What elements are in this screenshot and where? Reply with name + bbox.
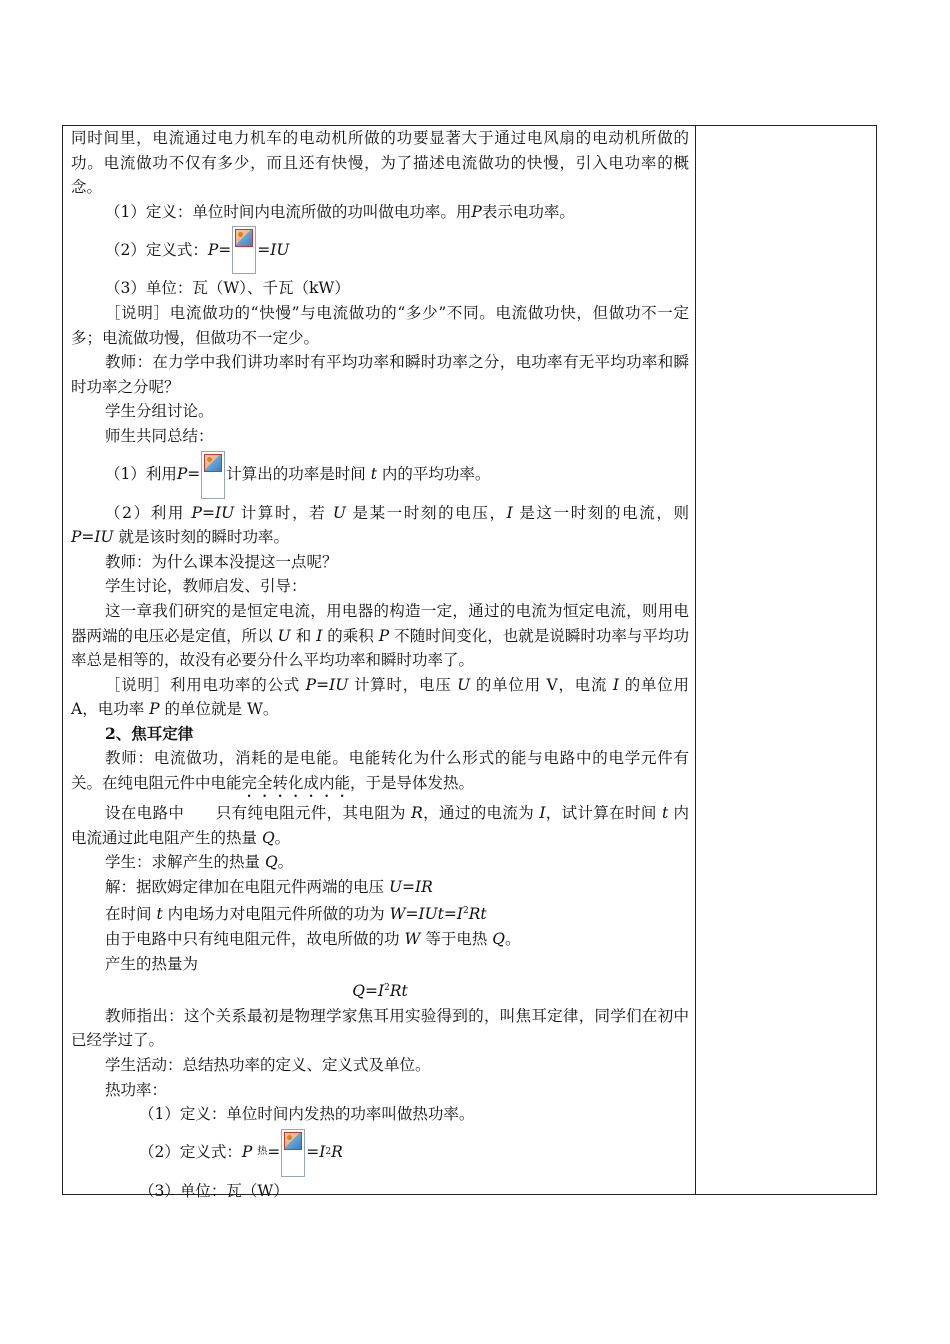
heat-power-unit: （3）单位：瓦（W） bbox=[139, 1181, 289, 1200]
intro-paragraph: 同时间里，电流通过电力机车的电动机所做的功要显著大于通过电风扇的电动机所做的功。电流做功不仅有多少，而且还有快慢，为了描述电流做功的快慢，引入电功率的概念。 bbox=[71, 129, 689, 197]
main-text-column bbox=[71, 126, 689, 1203]
instant-power-paragraph: （2）利用 P=IU 计算时，若 U 是某一时刻的电压，I 是这一时刻的电流，则P=IU 就是该时刻的瞬时功率。 bbox=[71, 503, 689, 547]
section-heading-joule: 2、焦耳定律 bbox=[105, 723, 194, 743]
content-table bbox=[62, 125, 877, 1200]
summary-heading: 师生共同总结： bbox=[105, 426, 214, 445]
notes-column bbox=[697, 126, 876, 1194]
solution-step-1: 解：据欧姆定律加在电阻元件两端的电压 U=IR bbox=[105, 877, 433, 896]
definition-unit: （3）单位：瓦（W）、千瓦（kW） bbox=[105, 279, 350, 298]
definition-1: （1）定义：单位时间内电流所做的功叫做电功率。用P表示电功率。 bbox=[105, 202, 575, 221]
student-discussion-1: 学生分组讨论。 bbox=[105, 402, 214, 421]
solution-step-2: 在时间 t 内电场力对电阻元件所做的功为 $W=IUt=I^2Rt$ bbox=[105, 905, 487, 924]
solution-step-3: 由于电路中只有纯电阻元件，故电所做的功 W 等于电热 Q。 bbox=[105, 930, 521, 949]
student-discussion-2: 学生讨论，教师启发、引导： bbox=[105, 577, 307, 596]
column-divider bbox=[695, 126, 696, 1194]
explanation-paragraph: 这一章我们研究的是恒定电流，用电器的构造一定，通过的电流为恒定电流，则用电器两端的电压必是定值，所以 U 和 I 的乘积 P 不随时间变化，也就是说瞬时功率与平均功率总是相等的，故没有必要分什么平均功率和瞬时功率了。 bbox=[71, 601, 689, 670]
note-paragraph-2: ［说明］利用电功率的公式 P=IU 计算时，电压 U 的单位用 V，电流 I 的单位用 A，电功率 P 的单位就是 W。 bbox=[71, 675, 689, 719]
student-activity: 学生活动：总结热功率的定义、定义式及单位。 bbox=[105, 1056, 431, 1074]
teacher-remark-4: 教师指出：这个关系最初是物理学家焦耳用实验得到的，叫焦耳定律，同学们在初中已经学过了。 bbox=[71, 1006, 689, 1050]
joule-law-formula: $Q=I^2Rt$ bbox=[352, 982, 408, 1001]
note-paragraph-1: ［说明］电流做功的“快慢”与电流做功的“多少”不同。电流做功快，但做功不一定多；电流做功慢，但做功不一定少。 bbox=[71, 303, 689, 347]
formula-image-icon bbox=[201, 451, 225, 499]
teacher-question-2: 教师：为什么课本没提这一点呢？ bbox=[105, 552, 338, 571]
heat-intro: 产生的热量为 bbox=[105, 954, 199, 973]
student-task: 学生：求解产生的热量 Q。 bbox=[105, 853, 294, 872]
average-power-line: （1）利用 P= 计算出的功率是时间 t 内的平均功率。 bbox=[71, 449, 689, 501]
formula-image-icon bbox=[281, 1129, 305, 1177]
heat-power-heading: 热功率： bbox=[105, 1080, 168, 1099]
teacher-explanation-3: 教师：电流做功，消耗的是电能。电能转化为什么形式的能与电路中的电学元件有关。在纯电阻元件中电能完全转化成内能，于是导体发热。 bbox=[71, 749, 689, 793]
problem-setup: 设在电路中 只有纯电阻元件，其电阻为 R，通过的电流为 I，试计算在时间 t 内电流通过此电阻产生的热量 Q。 bbox=[71, 804, 689, 847]
teacher-question-1: 教师：在力学中我们讲功率时有平均功率和瞬时功率之分，电功率有无平均功率和瞬时功率之分呢？ bbox=[71, 353, 689, 396]
formula-image-icon bbox=[232, 226, 256, 274]
heat-power-definition: （1）定义：单位时间内发热的功率叫做热功率。 bbox=[139, 1105, 475, 1124]
heat-power-formula: （2）定义式： P 热 = =I 2 R bbox=[71, 1127, 689, 1179]
definition-formula: （2）定义式： P= =IU bbox=[71, 224, 689, 276]
